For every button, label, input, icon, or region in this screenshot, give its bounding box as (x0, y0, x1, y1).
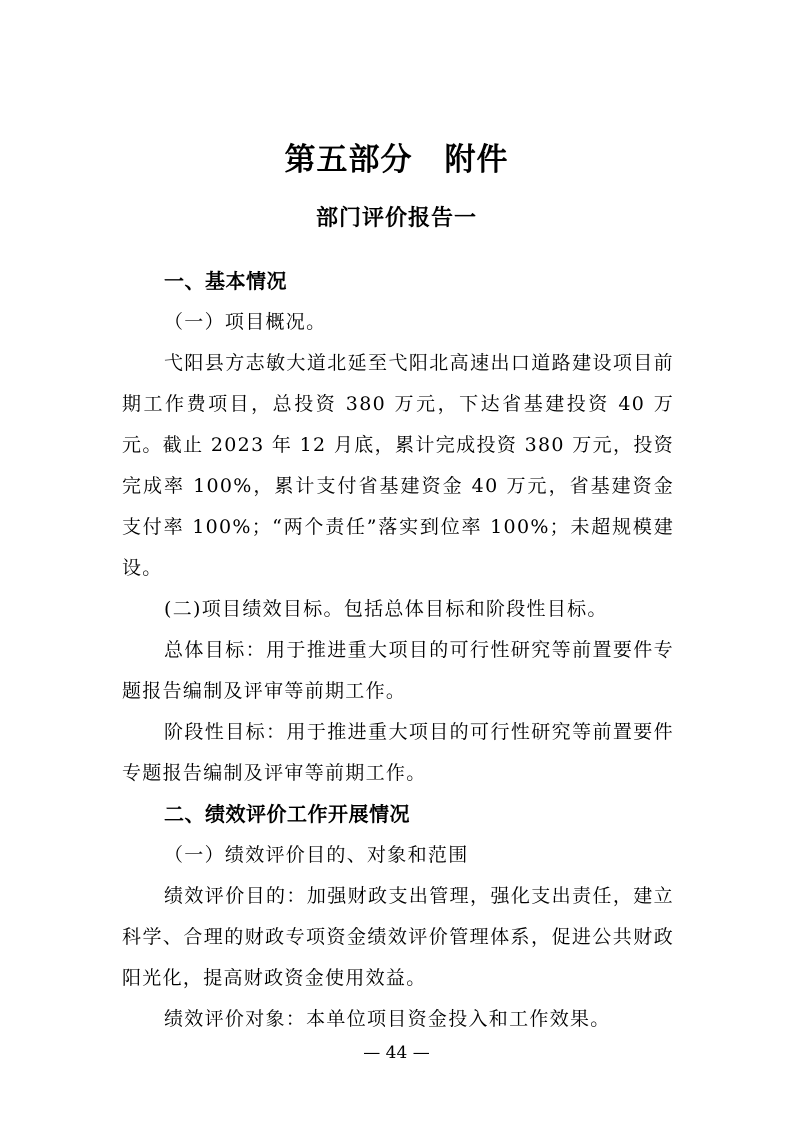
page-number: — 44 — (363, 1043, 430, 1063)
page-subtitle: 部门评价报告一 (315, 206, 477, 231)
document-body (122, 261, 674, 1040)
paragraph: 总体目标：用于推进重大项目的可行性研究等前置要件专题报告编制及评审等前期工作。 (122, 639, 674, 702)
section-evaluation-work (122, 794, 674, 1040)
paragraph: 阶段性目标：用于推进重大项目的可行性研究等前置要件专题报告编制及评审等前期工作。 (122, 721, 674, 784)
paragraph: 绩效评价对象：本单位项目资金投入和工作效果。 (164, 1008, 611, 1030)
paragraph: (二)项目绩效目标。包括总体目标和阶段性目标。 (164, 598, 608, 620)
paragraph: （一）绩效评价目的、对象和范围 (164, 844, 469, 866)
paragraph: （一）项目概况。 (164, 311, 327, 333)
paragraph: 绩效评价目的：加强财政支出管理，强化支出责任，建立科学、合理的财政专项资金绩效评价管理体系，促进公共财政阳光化，提高财政资金使用效益。 (122, 885, 674, 989)
page-title: 第五部分 附件 (284, 142, 509, 178)
section-heading: 二、绩效评价工作开展情况 (164, 802, 410, 826)
section-heading: 一、基本情况 (164, 269, 287, 293)
paragraph: 弋阳县方志敏大道北延至弋阳北高速出口道路建设项目前期工作费项目，总投资 380 万元，下达省基建投资 40 万元。截止 2023 年 12 月底，累计完成投资 380 万元，投资完成率 100%，累计支付省基建资金 40 万元，省基建资金支付率 100%；“两个责任”落实到位率 100%；未超规模建设。 (122, 352, 674, 579)
section-basic-info (122, 261, 674, 794)
